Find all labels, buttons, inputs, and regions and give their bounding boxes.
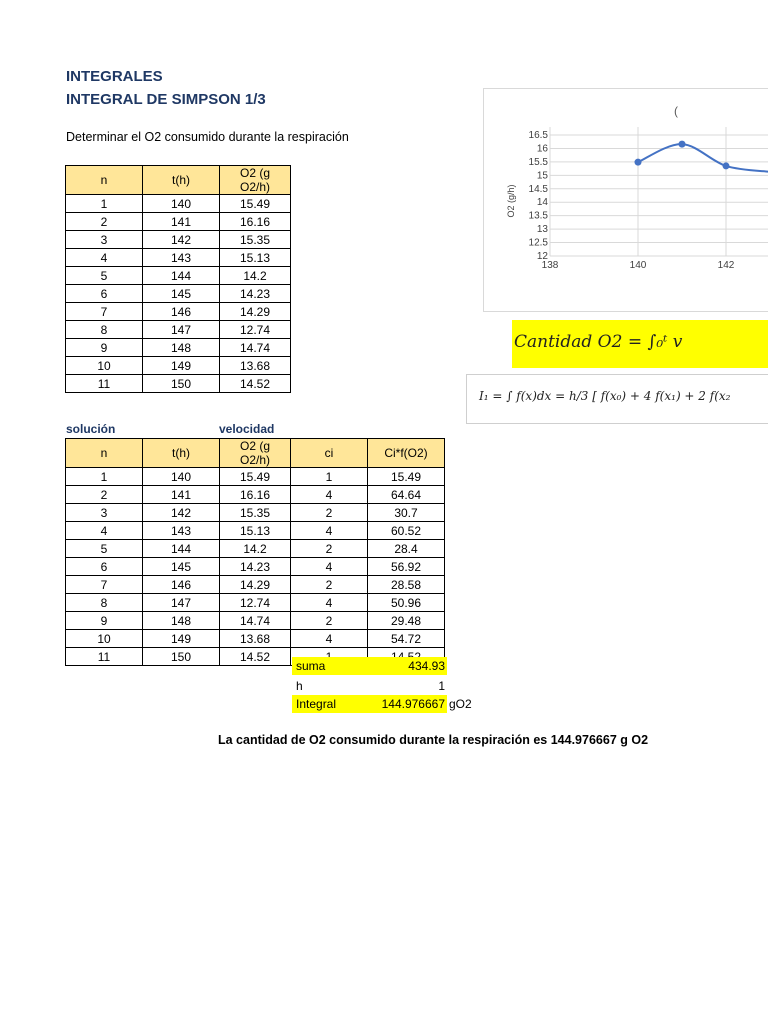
table-cell: 28.4 [368, 540, 445, 558]
data-point [679, 141, 686, 148]
table-cell: 50.96 [368, 594, 445, 612]
table-cell: 148 [143, 339, 220, 357]
table-row [66, 195, 291, 213]
y-tick-label: 15.5 [528, 156, 548, 168]
cantidad-equation-text: Cantidad O2 = ∫₀ᵗ v [514, 332, 683, 352]
table-cell: 147 [143, 594, 220, 612]
header-n: n [66, 439, 143, 468]
table-cell: 14.23 [220, 285, 291, 303]
table-cell: 141 [143, 213, 220, 231]
table-cell: 4 [291, 630, 368, 648]
table-cell: 60.52 [368, 522, 445, 540]
table-row [66, 303, 291, 321]
table-cell: 4 [291, 594, 368, 612]
table-row [66, 213, 291, 231]
table-cell: 4 [291, 558, 368, 576]
title-simpson: INTEGRAL DE SIMPSON 1/3 [66, 91, 266, 108]
table-cell: 149 [143, 630, 220, 648]
table-row [66, 594, 445, 612]
table-row [66, 249, 291, 267]
header-t: t(h) [143, 439, 220, 468]
table-cell: 3 [66, 504, 143, 522]
table-cell: 145 [143, 558, 220, 576]
table-cell: 142 [143, 504, 220, 522]
x-tick-label: 138 [541, 260, 559, 271]
y-tick-label: 16 [536, 143, 548, 155]
table-cell: 140 [143, 468, 220, 486]
table-cell: 144 [143, 267, 220, 285]
table-cell: 30.7 [368, 504, 445, 522]
table-cell: 56.92 [368, 558, 445, 576]
table-cell: 150 [143, 648, 220, 666]
table-cell: 2 [291, 576, 368, 594]
conclusion-text: La cantidad de O2 consumido durante la respiración es 144.976667 g O2 [218, 733, 649, 747]
table-cell: 15.49 [220, 468, 291, 486]
table-cell: 14.52 [220, 375, 291, 393]
suma-value: 434.93 [408, 659, 445, 673]
table-cell: 10 [66, 357, 143, 375]
table-row [66, 357, 291, 375]
table-cell: 143 [143, 522, 220, 540]
table-cell: 11 [66, 648, 143, 666]
table-row [66, 375, 291, 393]
y-tick-label: 14 [536, 197, 548, 209]
table-cell: 149 [143, 357, 220, 375]
table-cell: 142 [143, 231, 220, 249]
subtitle: Determinar el O2 consumido durante la respiración [66, 130, 349, 144]
table-cell: 15.13 [220, 249, 291, 267]
table-cell: 10 [66, 630, 143, 648]
table-cell: 6 [66, 285, 143, 303]
suma-label: suma [296, 659, 326, 673]
h-label: h [296, 679, 303, 693]
data-point [723, 162, 730, 169]
table-cell: 15.49 [368, 468, 445, 486]
table-row [66, 231, 291, 249]
h-row [292, 677, 447, 695]
table-cell: 5 [66, 267, 143, 285]
chart-svg [484, 89, 768, 311]
table-cell: 1 [66, 195, 143, 213]
table-cell: 146 [143, 303, 220, 321]
table-cell: 12.74 [220, 321, 291, 339]
table-cell: 14.74 [220, 612, 291, 630]
table-cell: 9 [66, 339, 143, 357]
table-row [66, 267, 291, 285]
table-cell: 147 [143, 321, 220, 339]
data-point [635, 159, 642, 166]
chart-title-fragment: ( [674, 104, 678, 118]
table-cell: 150 [143, 375, 220, 393]
table-row [66, 612, 445, 630]
simpson-formula [466, 374, 768, 424]
table-cell: 1 [66, 468, 143, 486]
table-cell: 2 [66, 486, 143, 504]
table-cell: 16.16 [220, 213, 291, 231]
table-cell: 144 [143, 540, 220, 558]
table-row [66, 339, 291, 357]
table-cell: 12.74 [220, 594, 291, 612]
y-tick-label: 13 [536, 224, 548, 236]
cantidad-equation [512, 320, 768, 368]
table-cell: 14.2 [220, 267, 291, 285]
h-value: 1 [438, 679, 445, 693]
table-row [66, 285, 291, 303]
table-row [66, 558, 445, 576]
table-cell: 8 [66, 321, 143, 339]
table-cell: 4 [66, 522, 143, 540]
table-cell: 3 [66, 231, 143, 249]
table-cell: 9 [66, 612, 143, 630]
table-cell: 4 [291, 522, 368, 540]
header-o2: O2 (g O2/h) [220, 166, 291, 195]
table-cell: 1 [291, 468, 368, 486]
table-cell: 13.68 [220, 630, 291, 648]
table-row [66, 321, 291, 339]
y-tick-label: 13.5 [528, 210, 548, 222]
table-cell: 145 [143, 285, 220, 303]
table-cell: 2 [291, 540, 368, 558]
table-cell: 15.35 [220, 504, 291, 522]
table-cell: 143 [143, 249, 220, 267]
table-cell: 14.23 [220, 558, 291, 576]
table-cell: 15.13 [220, 522, 291, 540]
table-cell: 14.74 [220, 339, 291, 357]
table-cell: 4 [66, 249, 143, 267]
table-cell: 6 [66, 558, 143, 576]
header-ci: ci [291, 439, 368, 468]
table-row [66, 540, 445, 558]
y-tick-label: 12.5 [528, 237, 548, 249]
table-cell: 15.35 [220, 231, 291, 249]
integral-value: 144.976667 [381, 697, 445, 711]
table-cell: 29.48 [368, 612, 445, 630]
o2-chart [483, 88, 768, 312]
y-axis-label: O2 (g/h) [506, 184, 516, 218]
suma-row [292, 657, 447, 675]
header-t: t(h) [143, 166, 220, 195]
integral-row [292, 695, 447, 713]
table-cell: 146 [143, 576, 220, 594]
table-row [66, 522, 445, 540]
table-cell: 14.2 [220, 540, 291, 558]
header-ci-f: Ci*f(O2) [368, 439, 445, 468]
x-tick-label: 140 [629, 260, 647, 271]
table-cell: 28.58 [368, 576, 445, 594]
y-tick-label: 12 [536, 251, 548, 262]
table-row [66, 630, 445, 648]
table-cell: 2 [291, 612, 368, 630]
y-tick-label: 15 [536, 170, 548, 182]
table-cell: 54.72 [368, 630, 445, 648]
header-o2: O2 (g O2/h) [220, 439, 291, 468]
table-cell: 13.68 [220, 357, 291, 375]
table-cell: 4 [291, 486, 368, 504]
table-cell: 148 [143, 612, 220, 630]
table-cell: 2 [66, 213, 143, 231]
table-cell: 15.49 [220, 195, 291, 213]
table-row [66, 576, 445, 594]
table-cell: 7 [66, 303, 143, 321]
y-tick-label: 14.5 [528, 183, 548, 195]
table-cell: 8 [66, 594, 143, 612]
table-cell: 2 [291, 504, 368, 522]
table-row [66, 504, 445, 522]
data-table [65, 165, 291, 393]
title-integrales: INTEGRALES [66, 68, 163, 85]
table-cell: 14.29 [220, 576, 291, 594]
solution-table [65, 438, 445, 666]
table-cell: 64.64 [368, 486, 445, 504]
label-solucion: solución [66, 422, 116, 436]
table-cell: 5 [66, 540, 143, 558]
label-velocidad: velocidad [219, 422, 275, 436]
header-n: n [66, 166, 143, 195]
simpson-formula-text: I₁ = ∫ f(x)dx = h/3 [ f(x₀) + 4 f(x₁) + 2 f(x₂ [479, 389, 731, 403]
table-row [66, 468, 445, 486]
integral-unit: gO2 [449, 697, 472, 711]
table-cell: 11 [66, 375, 143, 393]
x-tick-label: 142 [717, 260, 735, 271]
integral-label: Integral [296, 697, 337, 711]
table-cell: 141 [143, 486, 220, 504]
y-tick-label: 16.5 [528, 130, 548, 141]
table-cell: 7 [66, 576, 143, 594]
table-row [66, 486, 445, 504]
table-cell: 14.29 [220, 303, 291, 321]
table-cell: 140 [143, 195, 220, 213]
table-cell: 16.16 [220, 486, 291, 504]
table-cell: 14.52 [220, 648, 291, 666]
